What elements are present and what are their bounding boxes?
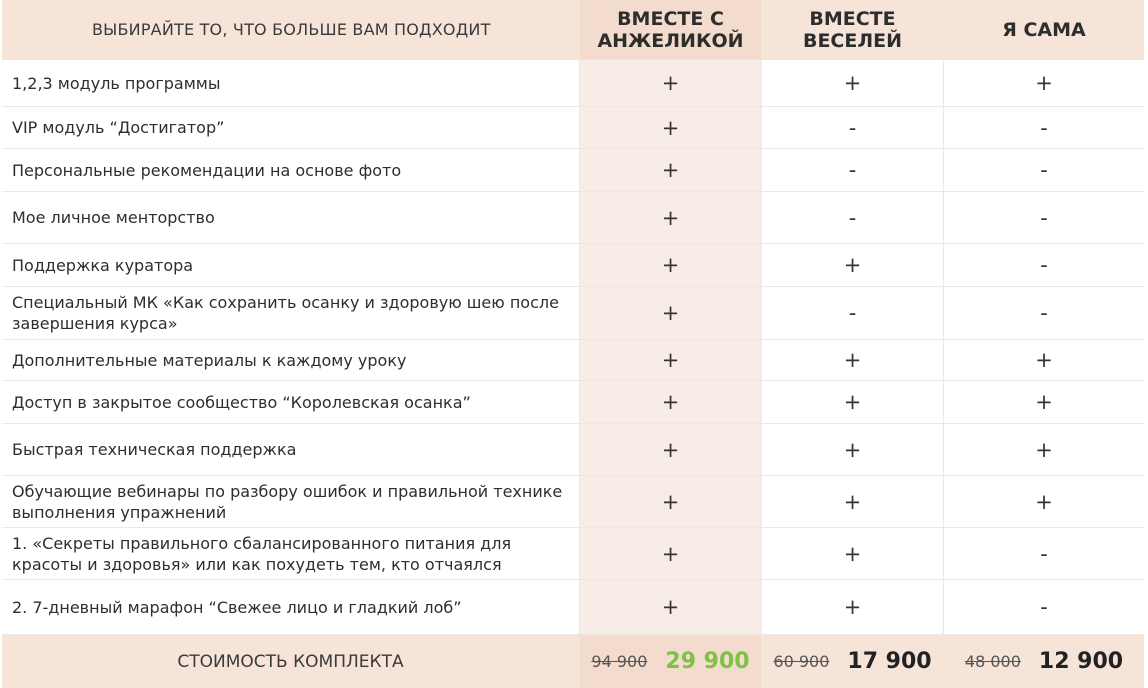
plan-mark: + [580, 192, 762, 244]
plan-mark: + [580, 244, 762, 287]
plan-mark: + [580, 149, 762, 192]
feature-label: Специальный МК «Как сохранить осанку и здоровую шею после завершения курса» [2, 287, 580, 340]
plan-mark: + [762, 476, 944, 528]
total-cost-label: СТОИМОСТЬ КОМПЛЕКТА [2, 635, 580, 688]
plan-mark: + [762, 340, 944, 381]
old-price: 94 900 [591, 652, 648, 671]
plan-mark: + [580, 476, 762, 528]
feature-label: Быстрая техническая поддержка [2, 424, 580, 476]
plan-mark: + [580, 381, 762, 424]
plan-mark: + [944, 60, 1144, 107]
new-price: 12 900 [1038, 649, 1124, 674]
price-together [762, 635, 944, 688]
plan-mark: + [762, 528, 944, 580]
plan-mark: + [762, 60, 944, 107]
plan-mark: - [944, 149, 1144, 192]
plan-mark: + [944, 381, 1144, 424]
feature-label: Дополнительные материалы к каждому уроку [2, 340, 580, 381]
plan-mark: + [762, 244, 944, 287]
column-header-together: ВМЕСТЕ ВЕСЕЛЕЙ [762, 0, 944, 60]
plan-mark: + [580, 580, 762, 635]
column-header-with-angelika: ВМЕСТЕ С АНЖЕЛИКОЙ [580, 0, 762, 60]
plan-mark: - [944, 192, 1144, 244]
plan-mark: + [762, 580, 944, 635]
plan-mark: + [580, 340, 762, 381]
old-price: 48 000 [964, 652, 1021, 671]
plan-mark: - [944, 580, 1144, 635]
plan-mark: - [762, 149, 944, 192]
plan-mark: + [580, 107, 762, 149]
table-header-label: ВЫБИРАЙТЕ ТО, ЧТО БОЛЬШЕ ВАМ ПОДХОДИТ [2, 0, 580, 60]
plan-mark: + [944, 424, 1144, 476]
plan-mark: - [944, 528, 1144, 580]
feature-label: VIP модуль “Достигатор” [2, 107, 580, 149]
old-price: 60 900 [773, 652, 830, 671]
plan-mark: - [944, 287, 1144, 340]
plan-mark: + [762, 381, 944, 424]
plan-mark: - [944, 107, 1144, 149]
plan-mark: + [944, 476, 1144, 528]
plan-mark: - [762, 192, 944, 244]
feature-label: Персональные рекомендации на основе фото [2, 149, 580, 192]
feature-label: Доступ в закрытое сообщество “Королевская осанка” [2, 381, 580, 424]
plan-mark: + [944, 340, 1144, 381]
plan-mark: - [944, 244, 1144, 287]
new-price: 17 900 [847, 649, 932, 674]
pricing-comparison-table [2, 0, 1144, 688]
feature-label: 2. 7-дневный марафон “Свежее лицо и гладкий лоб” [2, 580, 580, 635]
column-header-myself: Я САМА [944, 0, 1144, 60]
plan-mark: + [580, 528, 762, 580]
plan-mark: - [762, 287, 944, 340]
feature-label: 1,2,3 модуль программы [2, 60, 580, 107]
plan-mark: + [580, 424, 762, 476]
price-myself [944, 635, 1144, 688]
feature-label: 1. «Секреты правильного сбалансированного питания для красоты и здоровья» или как похудеть тем, кто отчаялся [2, 528, 580, 580]
price-with-angelika [580, 635, 762, 688]
feature-label: Мое личное менторство [2, 192, 580, 244]
plan-mark: + [580, 60, 762, 107]
new-price: 29 900 [665, 649, 750, 674]
feature-label: Обучающие вебинары по разбору ошибок и правильной технике выполнения упражнений [2, 476, 580, 528]
plan-mark: - [762, 107, 944, 149]
plan-mark: + [762, 424, 944, 476]
plan-mark: + [580, 287, 762, 340]
feature-label: Поддержка куратора [2, 244, 580, 287]
